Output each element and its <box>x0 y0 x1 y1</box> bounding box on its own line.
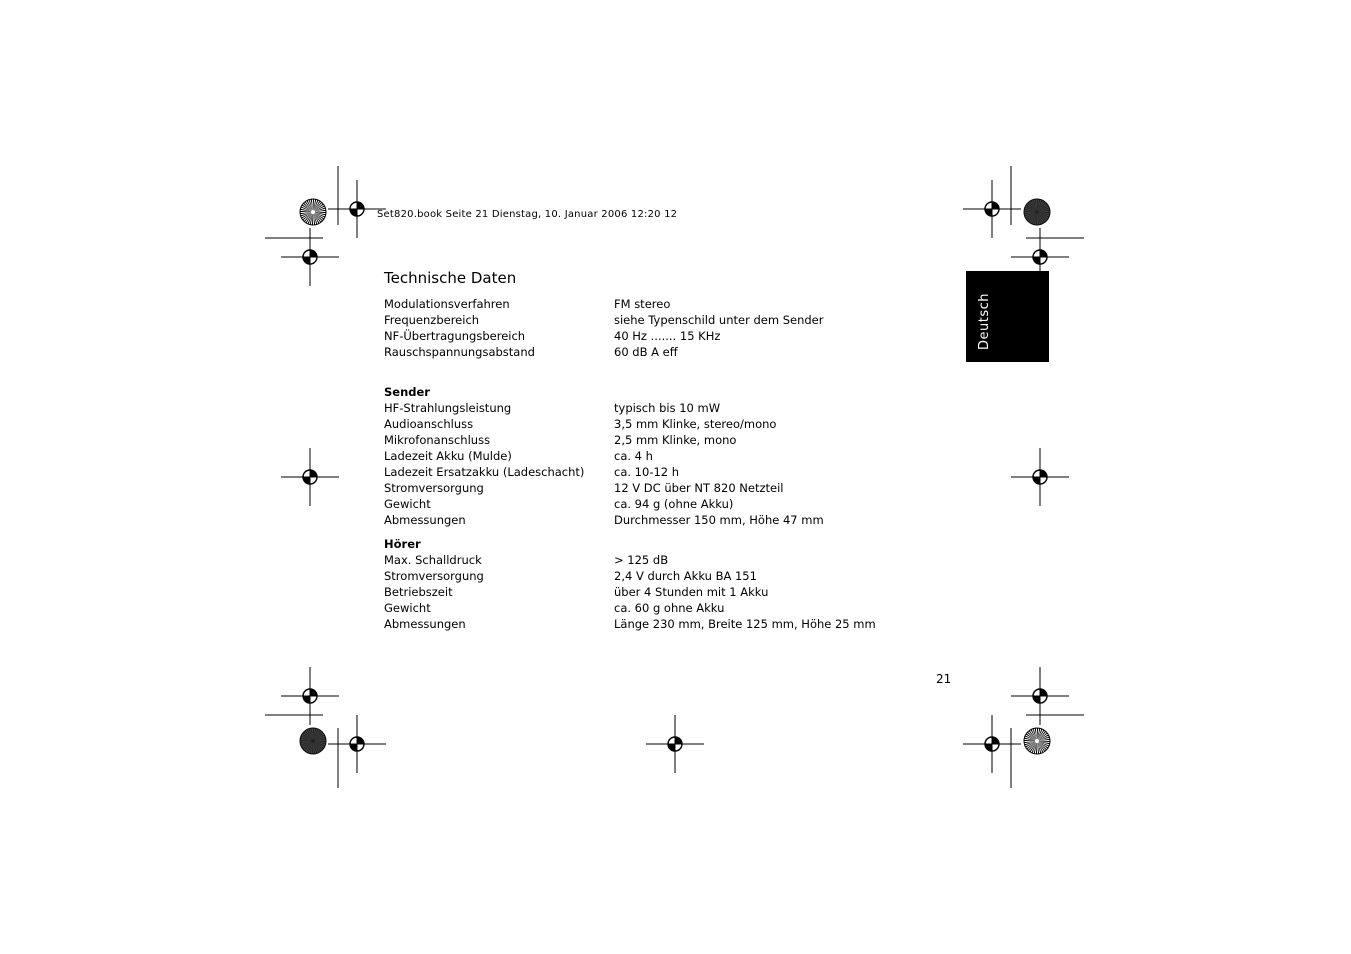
spec-value: 40 Hz ....... 15 KHz <box>614 329 721 343</box>
spec-value: > 125 dB <box>614 553 669 567</box>
spec-label: Max. Schalldruck <box>384 553 482 567</box>
spec-label: Betriebszeit <box>384 585 453 599</box>
slug-line: Set820.book Seite 21 Dienstag, 10. Januar 2006 12:20 12 <box>377 209 678 220</box>
spec-label: HF-Strahlungsleistung <box>384 401 512 415</box>
spec-value: siehe Typenschild unter dem Sender <box>614 313 824 327</box>
spec-row <box>384 480 784 496</box>
registration-mark <box>646 715 704 773</box>
spec-label: Audioanschluss <box>384 417 474 431</box>
spec-label: Modulationsverfahren <box>384 297 510 311</box>
spec-label: Ladezeit Akku (Mulde) <box>384 449 512 463</box>
spec-label: Frequenzbereich <box>384 313 480 327</box>
spec-label: Gewicht <box>384 497 431 511</box>
spec-value: typisch bis 10 mW <box>614 401 721 415</box>
spec-label: Mikrofonanschluss <box>384 433 491 447</box>
spec-label: NF-Übertragungsbereich <box>384 329 526 343</box>
spec-label: Ladezeit Ersatzakku (Ladeschacht) <box>384 465 585 479</box>
spec-label: Gewicht <box>384 601 431 615</box>
registration-mark <box>281 667 339 725</box>
language-tab-label: Deutsch <box>977 292 992 350</box>
registration-mark <box>281 448 339 506</box>
spec-value: über 4 Stunden mit 1 Akku <box>614 585 769 599</box>
spec-row <box>384 464 680 480</box>
spec-row <box>384 432 737 448</box>
star-target <box>1024 728 1050 754</box>
spec-value: 2,4 V durch Akku BA 151 <box>614 569 757 583</box>
spec-row <box>384 400 721 416</box>
spec-row <box>384 552 669 568</box>
spec-value: 60 dB A eff <box>614 345 678 359</box>
star-target <box>300 199 326 225</box>
registration-mark <box>1011 448 1069 506</box>
registration-mark <box>1011 667 1069 725</box>
hoerer-specs <box>384 536 876 632</box>
spec-row <box>384 600 725 616</box>
registration-mark <box>963 180 1021 238</box>
spec-value: ca. 94 g (ohne Akku) <box>614 497 734 511</box>
spec-value: 12 V DC über NT 820 Netzteil <box>614 481 784 495</box>
spec-row <box>384 496 734 512</box>
spec-label: Abmessungen <box>384 617 466 631</box>
spec-label: Stromversorgung <box>384 569 484 583</box>
registration-mark <box>963 715 1021 773</box>
spec-row <box>384 568 757 584</box>
section-heading-hoerer: Hörer <box>384 537 421 551</box>
registration-mark <box>281 228 339 286</box>
spec-value: ca. 60 g ohne Akku <box>614 601 725 615</box>
spec-value: ca. 10-12 h <box>614 465 680 479</box>
sender-specs <box>384 384 824 528</box>
spec-label: Rauschspannungsabstand <box>384 345 535 359</box>
registration-mark <box>328 715 386 773</box>
spec-label: Abmessungen <box>384 513 466 527</box>
section-heading-sender: Sender <box>384 385 430 399</box>
spec-row <box>384 416 777 432</box>
spec-row <box>384 616 876 632</box>
spec-value: ca. 4 h <box>614 449 653 463</box>
star-target <box>300 728 326 754</box>
spec-row <box>384 584 769 600</box>
page-title: Technische Daten <box>384 269 517 287</box>
spec-value: 3,5 mm Klinke, stereo/mono <box>614 417 777 431</box>
spec-label: Stromversorgung <box>384 481 484 495</box>
spec-value: Durchmesser 150 mm, Höhe 47 mm <box>614 513 824 527</box>
page-number: 21 <box>936 672 952 686</box>
spec-row <box>384 448 653 464</box>
spec-value: FM stereo <box>614 297 671 311</box>
star-target <box>1024 199 1050 225</box>
spec-value: Länge 230 mm, Breite 125 mm, Höhe 25 mm <box>614 617 876 631</box>
spec-row <box>384 512 824 528</box>
spec-value: 2,5 mm Klinke, mono <box>614 433 737 447</box>
